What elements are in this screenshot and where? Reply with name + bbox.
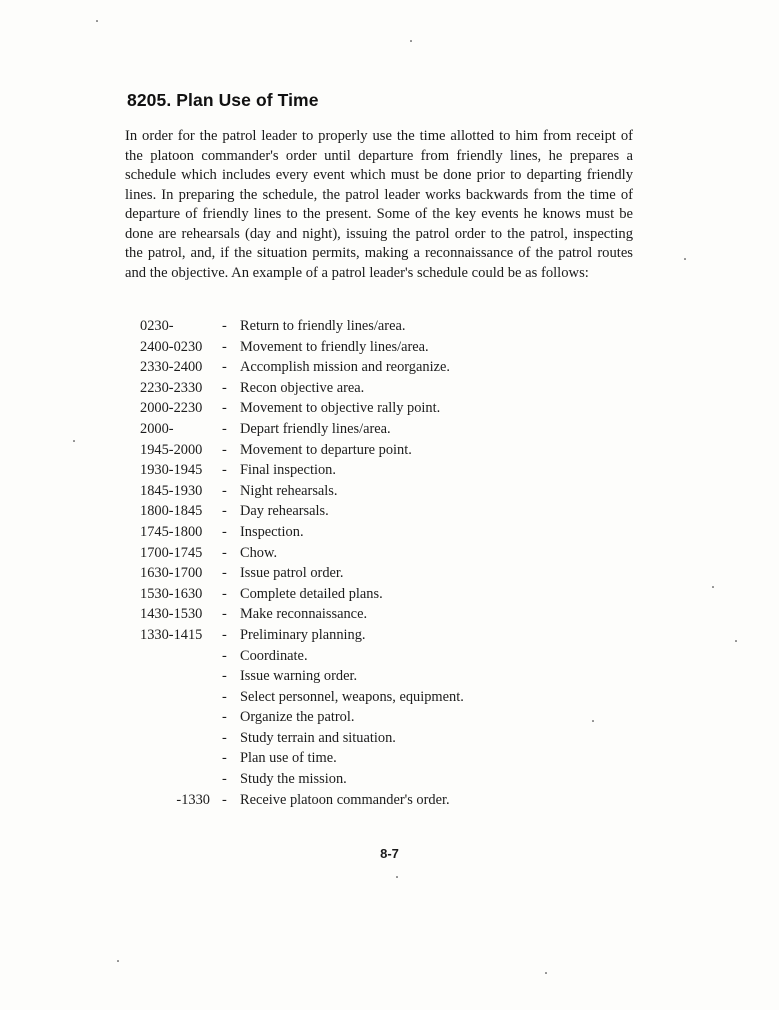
scan-speck — [592, 720, 594, 722]
schedule-row — [0, 687, 779, 708]
schedule-event: Night rehearsals. — [240, 482, 338, 499]
scan-speck — [96, 20, 98, 22]
schedule-dash: - — [222, 359, 227, 376]
scan-speck — [396, 876, 398, 878]
schedule-dash: - — [222, 729, 227, 746]
page-number: 8-7 — [380, 846, 399, 861]
schedule-dash: - — [222, 379, 227, 396]
schedule-time: -1330 — [176, 791, 210, 808]
schedule-dash: - — [222, 626, 227, 643]
schedule-time: 2330-2400 — [140, 359, 203, 376]
scan-speck — [712, 586, 714, 588]
schedule-event: Movement to friendly lines/area. — [240, 338, 429, 355]
scan-speck — [73, 440, 75, 442]
schedule-time: 2230-2330 — [140, 379, 203, 396]
schedule-dash: - — [222, 338, 227, 355]
schedule-event: Depart friendly lines/area. — [240, 420, 391, 437]
schedule-time: 1800-1845 — [140, 503, 203, 520]
schedule-row — [0, 398, 779, 419]
schedule-event: Inspection. — [240, 523, 304, 540]
schedule-dash: - — [222, 318, 227, 334]
schedule-time: 2000- — [140, 420, 174, 437]
schedule-event: Day rehearsals. — [240, 503, 329, 520]
schedule-row — [0, 501, 779, 522]
schedule-event: Final inspection. — [240, 462, 336, 479]
schedule-row — [0, 790, 779, 811]
schedule-row — [0, 460, 779, 481]
schedule-row — [0, 728, 779, 749]
schedule-time: 2400-0230 — [140, 338, 203, 355]
scan-speck — [684, 258, 686, 260]
schedule-dash: - — [222, 647, 227, 664]
schedule-row — [0, 440, 779, 461]
schedule-event: Make reconnaissance. — [240, 606, 368, 623]
schedule-dash: - — [222, 668, 227, 685]
schedule-list — [0, 316, 779, 810]
schedule-dash: - — [222, 503, 227, 520]
schedule-time: 1930-1945 — [140, 462, 203, 479]
schedule-event: Movement to departure point. — [240, 441, 412, 458]
schedule-row — [0, 604, 779, 625]
schedule-row — [0, 522, 779, 543]
schedule-time: 0230- — [140, 318, 174, 334]
schedule-time: 1330-1415 — [140, 626, 203, 643]
schedule-row — [0, 584, 779, 605]
schedule-row — [0, 646, 779, 667]
schedule-event: Preliminary planning. — [240, 626, 366, 643]
schedule-event: Study terrain and situation. — [240, 729, 396, 746]
schedule-dash: - — [222, 565, 227, 582]
schedule-event: Issue warning order. — [240, 668, 358, 685]
schedule-row — [0, 481, 779, 502]
schedule-dash: - — [222, 585, 227, 602]
schedule-event: Coordinate. — [240, 647, 308, 664]
schedule-time: 1745-1800 — [140, 523, 203, 540]
schedule-row — [0, 419, 779, 440]
schedule-dash: - — [222, 462, 227, 479]
schedule-event: Return to friendly lines/area. — [240, 318, 406, 334]
scan-speck — [410, 40, 412, 42]
schedule-event: Complete detailed plans. — [240, 585, 383, 602]
scan-speck — [117, 960, 119, 962]
schedule-event: Select personnel, weapons, equipment. — [240, 688, 464, 705]
schedule-row — [0, 666, 779, 687]
schedule-row — [0, 337, 779, 358]
schedule-event: Study the mission. — [240, 771, 347, 788]
schedule-time: 1430-1530 — [140, 606, 203, 623]
schedule-row — [0, 769, 779, 790]
schedule-dash: - — [222, 400, 227, 417]
schedule-time: 1845-1930 — [140, 482, 203, 499]
schedule-row — [0, 748, 779, 769]
schedule-row — [0, 563, 779, 584]
schedule-event: Chow. — [240, 544, 278, 561]
schedule-row — [0, 625, 779, 646]
schedule-dash: - — [222, 544, 227, 561]
schedule-row — [0, 378, 779, 399]
schedule-dash: - — [222, 523, 227, 540]
schedule-row — [0, 357, 779, 378]
schedule-row — [0, 543, 779, 564]
schedule-event: Organize the patrol. — [240, 709, 355, 726]
schedule-row — [0, 707, 779, 728]
schedule-dash: - — [222, 771, 227, 788]
schedule-time: 1945-2000 — [140, 441, 203, 458]
schedule-dash: - — [222, 482, 227, 499]
schedule-event: Plan use of time. — [240, 750, 337, 767]
scan-speck — [735, 640, 737, 642]
schedule-dash: - — [222, 688, 227, 705]
schedule-time: 1630-1700 — [140, 565, 203, 582]
schedule-dash: - — [222, 750, 227, 767]
schedule-time: 1700-1745 — [140, 544, 203, 561]
schedule-event: Recon objective area. — [240, 379, 365, 396]
schedule-dash: - — [222, 791, 227, 808]
schedule-event: Movement to objective rally point. — [240, 400, 441, 417]
schedule-time: 1530-1630 — [140, 585, 203, 602]
schedule-row — [0, 316, 779, 337]
schedule-dash: - — [222, 420, 227, 437]
schedule-event: Issue patrol order. — [240, 565, 344, 582]
schedule-event: Accomplish mission and reorganize. — [240, 359, 450, 376]
schedule-dash: - — [222, 709, 227, 726]
schedule-time: 2000-2230 — [140, 400, 203, 417]
scan-speck — [545, 972, 547, 974]
schedule-dash: - — [222, 441, 227, 458]
intro-paragraph: In order for the patrol leader to properly use the time allotted to him from receipt of the platoon commander's order until departure from friendly lines, he prepares a schedule which includes every event which must be done prior to departing friendly lines. In preparing the schedule, the patrol leader works backwards from the time of departure of friendly lines to the present. Some of the key events he knows must be done are rehearsals (day and night), issuing the patrol order to the patrol, inspecting the patrol, and, if the situation permits, making a reconnaissance of the patrol routes and the objective. An example of a patrol leader's schedule could be as follows: — [125, 128, 633, 281]
section-heading: 8205. Plan Use of Time — [127, 90, 319, 110]
schedule-dash: - — [222, 606, 227, 623]
schedule-event: Receive platoon commander's order. — [240, 791, 450, 808]
